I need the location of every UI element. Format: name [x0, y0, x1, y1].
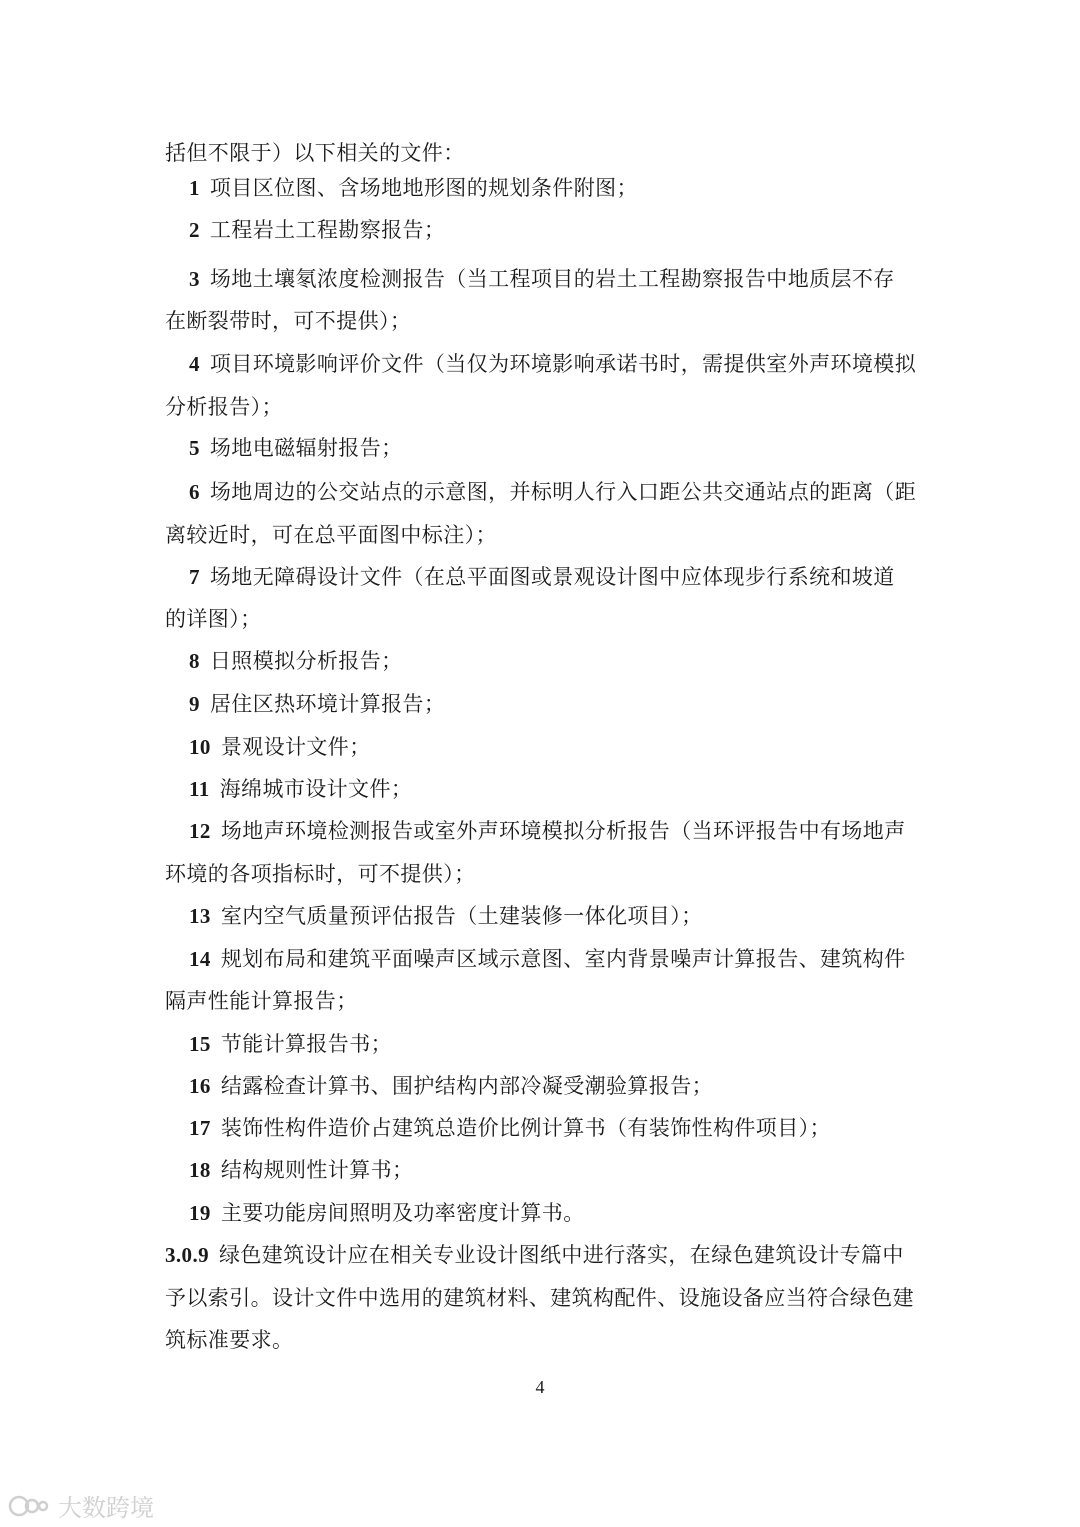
item-text: 装饰性构件造价占建筑总造价比例计算书（有装饰性构件项目）；: [220, 1116, 831, 1140]
item-number: 19: [189, 1201, 211, 1225]
item-text-continued: 离较近时，可在总平面图中标注）；: [165, 523, 497, 547]
item-number: 3: [189, 267, 200, 291]
item-number: 17: [189, 1116, 211, 1140]
item-number: 4: [189, 352, 200, 376]
item-text: 场地土壤氡浓度检测报告（当工程项目的岩土工程勘察报告中地质层不存: [209, 267, 895, 291]
list-item: [189, 1155, 413, 1185]
item-number: 7: [189, 565, 200, 589]
list-item: [189, 901, 703, 931]
list-item: [189, 1198, 585, 1228]
clause-text: 绿色建筑设计应在相关专业设计图纸中进行落实，在绿色建筑设计专篇中: [219, 1243, 904, 1267]
item-number: 18: [189, 1158, 211, 1182]
list-item: [189, 173, 638, 203]
item-text: 规划布局和建筑平面噪声区域示意图、室内背景噪声计算报告、建筑构件: [220, 947, 906, 971]
item-text-continued: 的详图）；: [165, 607, 262, 631]
page-number: 4: [535, 1377, 545, 1397]
item-text: 场地声环境检测报告或室外声环境模拟分析报告（当环评报告中有场地声: [220, 819, 906, 843]
list-item: [189, 944, 906, 974]
item-number: 11: [189, 777, 210, 801]
clause-text-continued: 予以索引。设计文件中选用的建筑材料、建筑构配件、设施设备应当符合绿色建: [165, 1286, 914, 1310]
item-text: 日照模拟分析报告；: [209, 649, 403, 673]
list-item: [189, 264, 895, 294]
item-text: 工程岩土工程勘察报告；: [209, 218, 446, 242]
item-text-continued: 在断裂带时，可不提供）；: [165, 309, 412, 333]
item-number: 1: [189, 176, 200, 200]
list-item: [189, 477, 916, 507]
list-item: [189, 689, 445, 719]
item-number: 6: [189, 480, 200, 504]
item-number: 12: [189, 819, 211, 843]
list-item: [189, 215, 445, 245]
list-item: [189, 816, 906, 846]
item-number: 10: [189, 735, 211, 759]
watermark: [8, 1488, 154, 1523]
item-text: 节能计算报告书；: [220, 1032, 393, 1056]
intro-text: 括但不限于）以下相关的文件：: [165, 141, 465, 165]
list-item: [189, 774, 412, 804]
list-item: [189, 1029, 392, 1059]
clause-number: 3.0.9: [165, 1243, 209, 1267]
item-text-continued: 隔声性能计算报告；: [165, 989, 358, 1013]
clause-text-continued: 筑标准要求。: [165, 1328, 294, 1352]
list-item: [189, 349, 916, 379]
item-number: 2: [189, 218, 200, 242]
item-text: 项目环境影响评价文件（当仅为环境影响承诺书时，需提供室外声环境模拟: [209, 352, 917, 376]
item-number: 14: [189, 947, 211, 971]
list-item: [189, 732, 371, 762]
item-text: 景观设计文件；: [220, 735, 371, 759]
list-item: [189, 1113, 831, 1143]
item-text: 场地电磁辐射报告；: [209, 436, 403, 460]
item-text: 室内空气质量预评估报告（土建装修一体化项目）；: [220, 904, 703, 928]
item-text: 场地周边的公交站点的示意图，并标明人行入口距公共交通站点的距离（距: [209, 480, 917, 504]
item-number: 8: [189, 649, 200, 673]
item-number: 16: [189, 1074, 211, 1098]
item-text-continued: 分析报告）；: [165, 395, 283, 419]
item-number: 13: [189, 904, 211, 928]
item-text: 居住区热环境计算报告；: [209, 692, 446, 716]
item-text-continued: 环境的各项指标时，可不提供）；: [165, 862, 476, 886]
item-text: 结构规则性计算书；: [220, 1158, 414, 1182]
item-number: 5: [189, 436, 200, 460]
item-text: 结露检查计算书、围护结构内部冷凝受潮验算报告；: [220, 1074, 714, 1098]
watermark-text: 大数跨境: [58, 1494, 154, 1522]
watermark-logo-icon: [8, 1493, 52, 1519]
list-item: [189, 562, 895, 592]
list-item: [189, 1071, 713, 1101]
item-text: 主要功能房间照明及功率密度计算书。: [220, 1201, 585, 1225]
item-text: 海绵城市设计文件；: [219, 777, 413, 801]
list-item: [189, 646, 403, 676]
clause-line: [165, 1240, 904, 1270]
item-number: 9: [189, 692, 200, 716]
item-number: 15: [189, 1032, 211, 1056]
item-text: 场地无障碍设计文件（在总平面图或景观设计图中应体现步行系统和坡道: [209, 565, 895, 589]
item-text: 项目区位图、含场地地形图的规划条件附图；: [209, 176, 638, 200]
list-item: [189, 433, 403, 463]
